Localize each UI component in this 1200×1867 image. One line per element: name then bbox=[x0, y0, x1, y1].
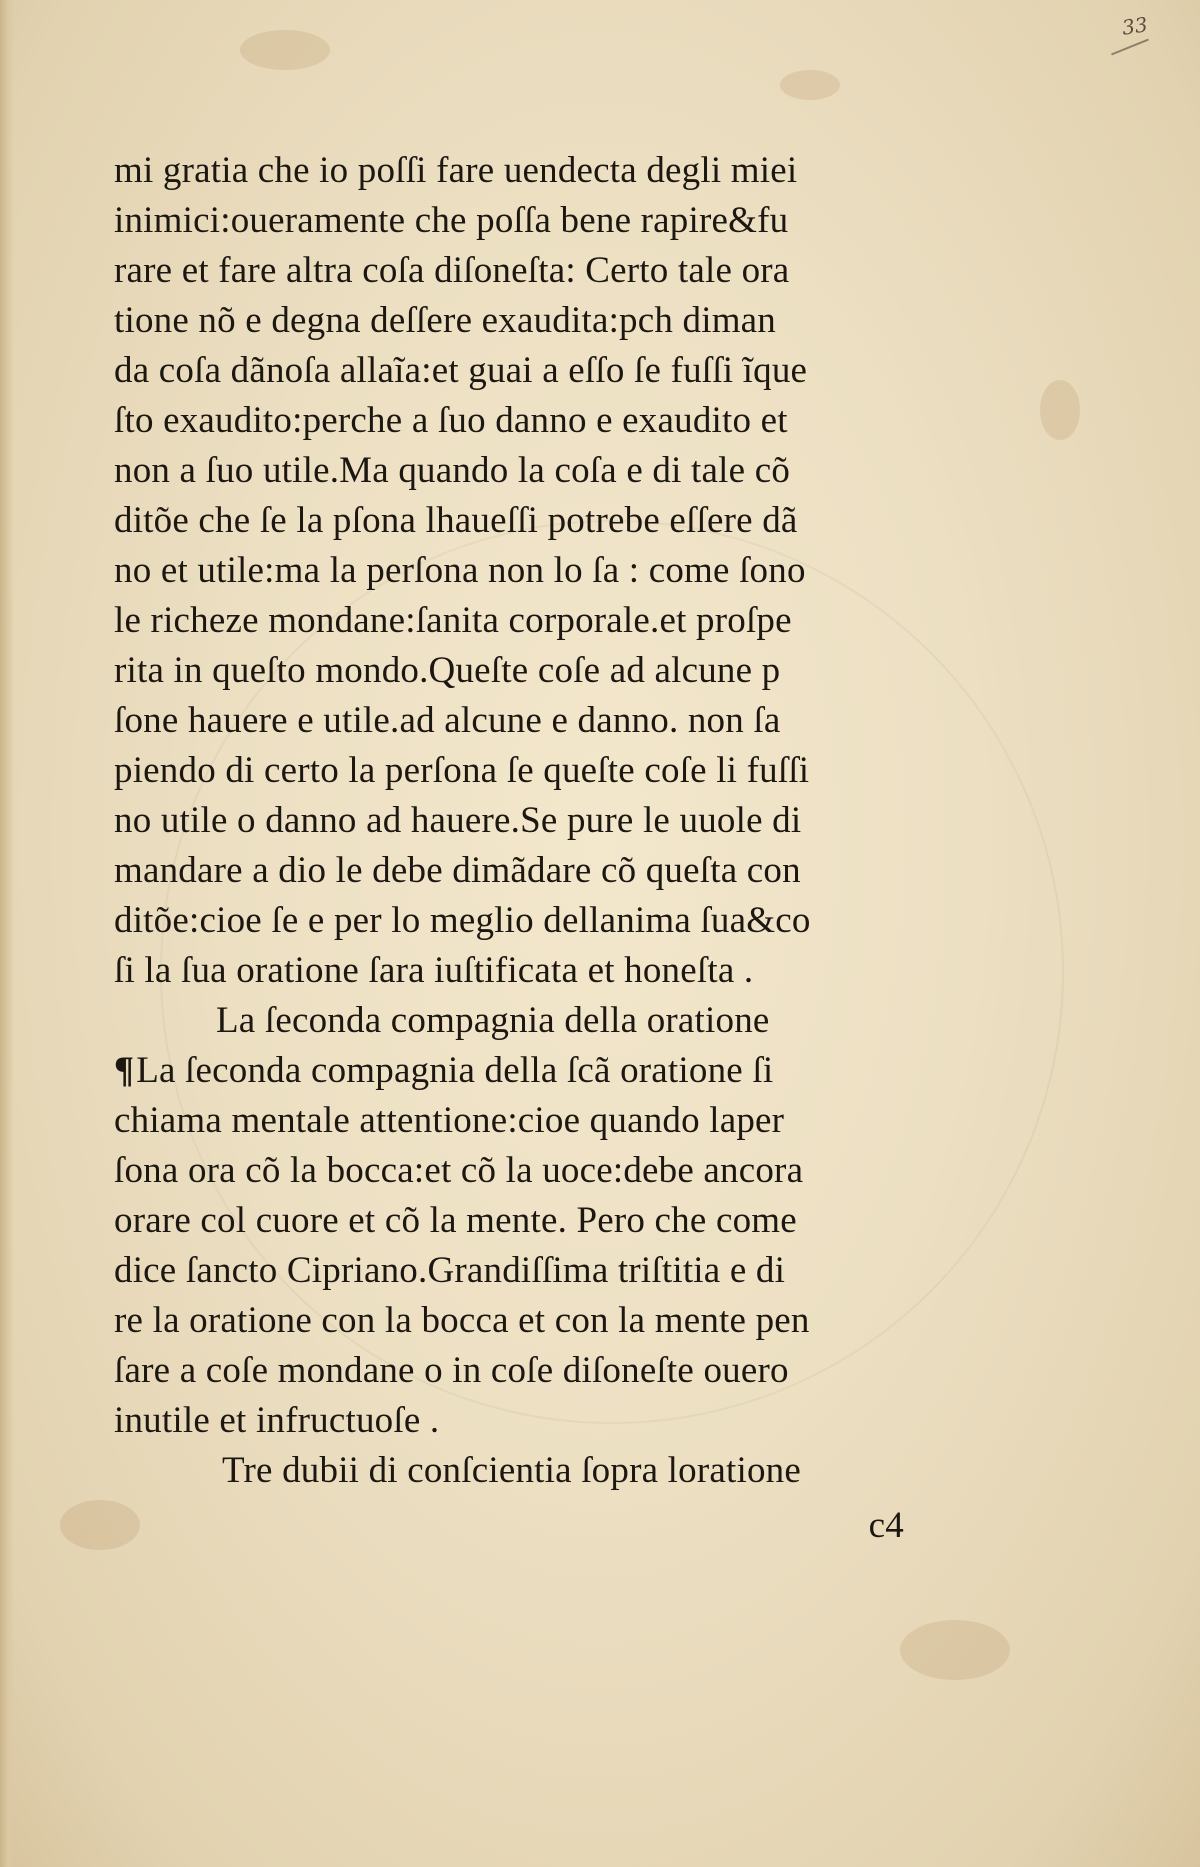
text-line-with-pilcrow bbox=[114, 1046, 914, 1096]
section-heading: Tre dubii di conſcientia ſopra loratione bbox=[222, 1450, 801, 1491]
text-line: inutile et infructuoſe . bbox=[114, 1400, 440, 1441]
signature-mark: c4 bbox=[868, 1505, 904, 1546]
text-line: non a ſuo utile.Ma quando la coſa e di tale cõ bbox=[114, 450, 791, 491]
text-line: ditõe:cioe ſe e per lo meglio dellanima ſua&co bbox=[114, 900, 811, 941]
folio-pen-stroke bbox=[1111, 39, 1149, 56]
text-line: no utile o danno ad hauere.Se pure le uuole di bbox=[114, 800, 802, 841]
text-line: tione nõ e degna deſſere exaudita:pch diman bbox=[114, 300, 777, 341]
text-line: rita in queſto mondo.Queſte coſe ad alcune p bbox=[114, 650, 781, 691]
text-line: ditõe che ſe la pſona lhaueſſi potrebe eſſere dã bbox=[114, 500, 798, 541]
foxing-spot bbox=[780, 70, 840, 100]
text-line: orare col cuore et cõ la mente. Pero che come bbox=[114, 1200, 797, 1241]
text-line: dice ſancto Cipriano.Grandiſſima triſtitia e di bbox=[114, 1250, 786, 1291]
foxing-spot bbox=[900, 1620, 1010, 1680]
text-line: mi gratia che io poſſi fare uendecta degli miei bbox=[114, 150, 798, 191]
folio-number: 33 bbox=[1120, 12, 1149, 40]
foxing-spot bbox=[240, 30, 330, 70]
text-line: re la oratione con la bocca et con la mente pen bbox=[114, 1300, 810, 1341]
text-line: La ſeconda compagnia della ſcã oratione ſi bbox=[136, 1050, 774, 1091]
foxing-spot bbox=[1040, 380, 1080, 440]
text-line: ſare a coſe mondane o in coſe diſoneſte ouero bbox=[114, 1350, 789, 1391]
text-line: inimici:oueramente che poſſa bene rapire&fu bbox=[114, 200, 789, 241]
text-line: piendo di certo la perſona ſe queſte coſe li fuſſi bbox=[114, 750, 810, 791]
section-heading: La ſeconda compagnia della oratione bbox=[216, 1000, 770, 1041]
text-line: da coſa dãnoſa allaĩa:et guai a eſſo ſe fuſſi ĩque bbox=[114, 350, 808, 391]
text-line: no et utile:ma la perſona non lo ſa : come ſono bbox=[114, 550, 806, 591]
text-block bbox=[114, 146, 914, 1556]
text-line: mandare a dio le debe dimãdare cõ queſta con bbox=[114, 850, 801, 891]
text-line: ſi la ſua oratione ſara iuſtificata et honeſta . bbox=[114, 950, 754, 991]
text-line: rare et fare altra coſa diſoneſta: Certo tale ora bbox=[114, 250, 790, 291]
text-line: ſto exaudito:perche a ſuo danno e exaudito et bbox=[114, 400, 788, 441]
text-line: ſone hauere e utile.ad alcune e danno. non ſa bbox=[114, 700, 781, 741]
text-line: ſona ora cõ la bocca:et cõ la uoce:debe ancora bbox=[114, 1150, 804, 1191]
text-line: le richeze mondane:ſanita corporale.et proſpe bbox=[114, 600, 792, 641]
page-edge-shadow bbox=[0, 0, 14, 1867]
text-line: chiama mentale attentione:cioe quando laper bbox=[114, 1100, 785, 1141]
pilcrow-icon: ¶ bbox=[114, 1050, 135, 1091]
